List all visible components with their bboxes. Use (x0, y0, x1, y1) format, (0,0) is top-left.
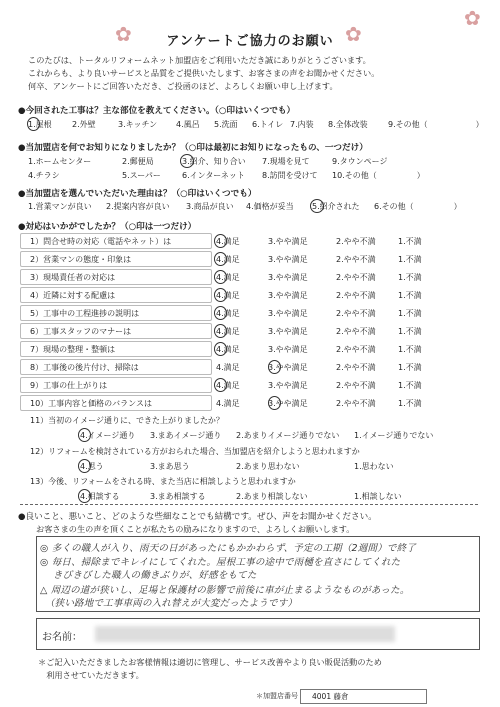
q13-label: 13）今後、リフォームをされる時、また当店に相談しようと思われますか (30, 477, 296, 486)
q12-label: 12）リフォームを検討されている方がおられた場合、当加盟店を紹介しようと思われますか (30, 447, 360, 456)
comment-prompt-1: ●良いこと、悪いこと、どのような些細なことでも結構です。ぜひ、声をお聞かせください。 (18, 512, 377, 522)
rating-option[interactable]: 3.やや満足 (268, 255, 308, 264)
rating-option[interactable]: 1.不満 (398, 237, 422, 246)
rating-option[interactable]: 3.やや満足 (268, 237, 308, 246)
rating-item-label: 7）現場の整理・整頓は (30, 345, 116, 354)
name-label: お名前： (42, 632, 82, 643)
rating-selected-mark (214, 342, 227, 356)
rating-selected-mark (268, 396, 281, 410)
rating-item-label: 9）工事の仕上がりは (30, 381, 108, 390)
q2-option-other[interactable]: 10.その他（ ） (332, 171, 425, 180)
comment-line-2: ◎ 毎日、掃除までキレイにしてくれた。屋根工事の途中で雨樋を直さにしてくれた (40, 557, 401, 568)
page-title: アンケートご協力のお願い (166, 34, 334, 49)
q3-option-product[interactable]: 3.商品が良い (186, 202, 234, 211)
rating-option[interactable]: 3.やや満足 (268, 345, 308, 354)
q12-selected-mark (78, 459, 91, 473)
q1-heading: ●今回された工事は？主な部位を教えてください。（○印はいくつでも） (18, 106, 296, 116)
rating-item-label: 5）工事中の工程進捗の説明は (30, 309, 140, 318)
q2-heading: ●当加盟店を何でお知りになりましたか？（○印は最初にお知りになったもの、一つだけ） (18, 143, 368, 153)
agency-label: ＊加盟店番号 (256, 692, 298, 700)
rating-option[interactable]: 1.不満 (398, 381, 422, 390)
q11-label: 11）当初のイメージ通りに、できた上がりましたか？ (30, 416, 224, 425)
rating-option[interactable]: 1.不満 (398, 363, 422, 372)
rating-option[interactable]: 2.やや不満 (336, 309, 376, 318)
q12-option-2[interactable]: 2.あまり思わない (236, 462, 300, 471)
rating-option[interactable]: 4.満足 (216, 255, 240, 264)
comment-line-1: ◎ 多くの職人が入り、雨天の日があったにもかかわらず、予定の工期（2週間）で終了 (40, 543, 416, 554)
rating-item-label: 3）現場責任者の対応は (30, 273, 116, 282)
rating-option[interactable]: 2.やや不満 (336, 345, 376, 354)
q1-option-bath[interactable]: 4.風呂 (176, 120, 200, 129)
rating-option[interactable]: 1.不満 (398, 255, 422, 264)
flower-decoration-left: ✿ (115, 22, 132, 46)
q11-selected-mark (78, 428, 91, 442)
q1-option-exterior[interactable]: 2.外壁 (72, 120, 96, 129)
flower-decoration-topright: ✿ (464, 6, 481, 30)
rating-item-label: 10）工事内容と価格のバランスは (30, 399, 152, 408)
comment-line-5: （狭い路地で工事車両の入れ替えが大変だったようです） (40, 598, 298, 609)
rating-selected-mark (214, 288, 227, 302)
rating-option[interactable]: 2.やや不満 (336, 291, 376, 300)
rating-selected-mark (214, 324, 227, 338)
q2-option-visit[interactable]: 8.訪問を受けて (262, 171, 318, 180)
rating-item-label: 4）近隣に対する配慮は (30, 291, 116, 300)
rating-selected-mark (214, 270, 227, 284)
comment-line-4: △ 周辺の道が狭いし、足場と保護材の影響で前後に車が止まるようなものがあった。 (40, 585, 410, 596)
rating-option[interactable]: 1.不満 (398, 345, 422, 354)
rating-option[interactable]: 1.不満 (398, 273, 422, 282)
rating-option[interactable]: 4.満足 (216, 237, 240, 246)
q13-option-3[interactable]: 3.まあ相談する (150, 492, 206, 501)
q13-option-1[interactable]: 1.相談しない (354, 492, 402, 501)
comment-prompt-2: お客さまの生の声を頂くことが私たちの励みになりますので、よろしくお願いします。 (36, 524, 355, 534)
agency-number: 4001 藤倉 (312, 692, 349, 701)
rating-option[interactable]: 1.不満 (398, 327, 422, 336)
rating-option[interactable]: 2.やや不満 (336, 273, 376, 282)
rating-option[interactable]: 2.やや不満 (336, 327, 376, 336)
q1-selected-mark (27, 117, 40, 131)
rating-option[interactable]: 3.やや満足 (268, 381, 308, 390)
q13-option-2[interactable]: 2.あまり相談しない (236, 492, 308, 501)
q1-option-toilet[interactable]: 6.トイレ (252, 120, 284, 129)
rating-option[interactable]: 4.満足 (216, 381, 240, 390)
rating-option[interactable]: 1.不満 (398, 309, 422, 318)
rating-option[interactable]: 2.やや不満 (336, 363, 376, 372)
rating-selected-mark (214, 378, 227, 392)
rating-option[interactable]: 4.満足 (216, 363, 240, 372)
rating-option[interactable]: 3.やや満足 (268, 327, 308, 336)
rating-option[interactable]: 3.やや満足 (268, 291, 308, 300)
intro-line-1: このたびは、トータルリフォームネット加盟店をご利用いただき誠にありがとうございます。 (28, 55, 371, 65)
rating-option[interactable]: 3.やや満足 (268, 309, 308, 318)
q1-option-washroom[interactable]: 5.洗面 (214, 120, 238, 129)
name-redacted (95, 626, 395, 642)
rating-item-label: 6）工事スタッフのマナーは (30, 327, 132, 336)
q2-option-homecenter[interactable]: 1.ホームセンター (28, 157, 92, 166)
q1-option-other[interactable]: 9.その他（ ） (388, 120, 484, 129)
q2-option-referral[interactable]: 3.紹介、知り合い (182, 157, 246, 166)
q3-option-price[interactable]: 4.価格が妥当 (246, 202, 294, 211)
rating-option[interactable]: 4.満足 (216, 327, 240, 336)
q2-option-flyer[interactable]: 4.チラシ (28, 171, 60, 180)
intro-line-2: これからも、より良いサービスと品質をご提供いたします、お客さまの声をお聞かせください。 (28, 68, 380, 78)
q12-option-3[interactable]: 3.まあ思う (150, 462, 190, 471)
rating-option[interactable]: 2.やや不満 (336, 381, 376, 390)
rating-option[interactable]: 2.やや不満 (336, 399, 376, 408)
q11-option-3[interactable]: 3.まあイメージ通り (150, 431, 222, 440)
q2-option-internet[interactable]: 6.インターネット (182, 171, 245, 180)
q13-selected-mark (78, 489, 91, 503)
rating-item-label: 2）営業マンの態度・印象は (30, 255, 132, 264)
q4-heading: ●対応はいかがでしたか？（○印は一つだけ） (18, 222, 197, 232)
rating-option[interactable]: 4.満足 (216, 399, 240, 408)
rating-item-label: 1）問合せ時の対応（電話やネット）は (30, 237, 172, 246)
intro-line-3: 何卒、アンケートにご回答いただき、ご投函のほど、よろしくお願い申し上げます。 (28, 81, 338, 91)
q13-option-4[interactable]: 4.相談する (80, 492, 120, 501)
q2-option-supermarket[interactable]: 5.スーパー (122, 171, 161, 180)
section-divider (20, 504, 478, 506)
rating-selected-mark (268, 360, 281, 374)
flower-decoration-right: ✿ (345, 22, 362, 46)
q12-option-4[interactable]: 4.思う (80, 462, 104, 471)
q1-option-interior[interactable]: 7.内装 (290, 120, 314, 129)
q2-option-townpage[interactable]: 9.タウンページ (332, 157, 388, 166)
rating-option[interactable]: 3.やや満足 (268, 363, 308, 372)
q3-heading: ●当加盟店を選んでいただいた理由は？（○印はいくつでも） (18, 189, 257, 199)
q1-option-full[interactable]: 8.全体改装 (328, 120, 368, 129)
rating-option[interactable]: 2.やや不満 (336, 255, 376, 264)
q2-selected-mark (180, 154, 194, 168)
q3-option-referral[interactable]: 5.紹介された (312, 202, 360, 211)
q2-option-site[interactable]: 7.現場を見て (262, 157, 310, 166)
q1-option-kitchen[interactable]: 3.キッチン (118, 120, 158, 129)
q11-option-4[interactable]: 4.イメージ通り (80, 431, 136, 440)
q2-option-postoffice[interactable]: 2.郵便局 (122, 157, 154, 166)
rating-option[interactable]: 3.やや満足 (268, 399, 308, 408)
q3-option-other[interactable]: 6.その他（ ） (374, 202, 462, 211)
q3-option-sales[interactable]: 1.営業マンが良い (28, 202, 92, 211)
rating-selected-mark (214, 252, 227, 266)
privacy-note-2: 利用させていただきます。 (38, 670, 144, 680)
q1-option-roof[interactable]: 1.屋根 (28, 120, 52, 129)
rating-option[interactable]: 3.やや満足 (268, 273, 308, 282)
rating-option[interactable]: 1.不満 (398, 291, 422, 300)
q11-option-1[interactable]: 1.イメージ通りでない (354, 431, 434, 440)
rating-item-label: 8）工事後の後片付け、掃除は (30, 363, 139, 372)
rating-option[interactable]: 1.不満 (398, 399, 422, 408)
q11-option-2[interactable]: 2.あまりイメージ通りでない (236, 431, 340, 440)
q3-selected-mark (310, 199, 324, 213)
privacy-note-1: ＊ご記入いただきましたお客様情報は適切に管理し、サービス改善やより良い販促活動のため (38, 657, 382, 667)
rating-option[interactable]: 4.満足 (216, 309, 240, 318)
q12-option-1[interactable]: 1.思わない (354, 462, 394, 471)
rating-selected-mark (214, 234, 227, 248)
comment-line-3: きびきびした職人の働きぶりが、好感をもてた (40, 570, 257, 581)
rating-option[interactable]: 4.満足 (216, 345, 240, 354)
q3-option-proposal[interactable]: 2.提案内容が良い (106, 202, 170, 211)
rating-option[interactable]: 4.満足 (216, 273, 240, 282)
rating-option[interactable]: 2.やや不満 (336, 237, 376, 246)
rating-option[interactable]: 4.満足 (216, 291, 240, 300)
rating-selected-mark (214, 306, 227, 320)
